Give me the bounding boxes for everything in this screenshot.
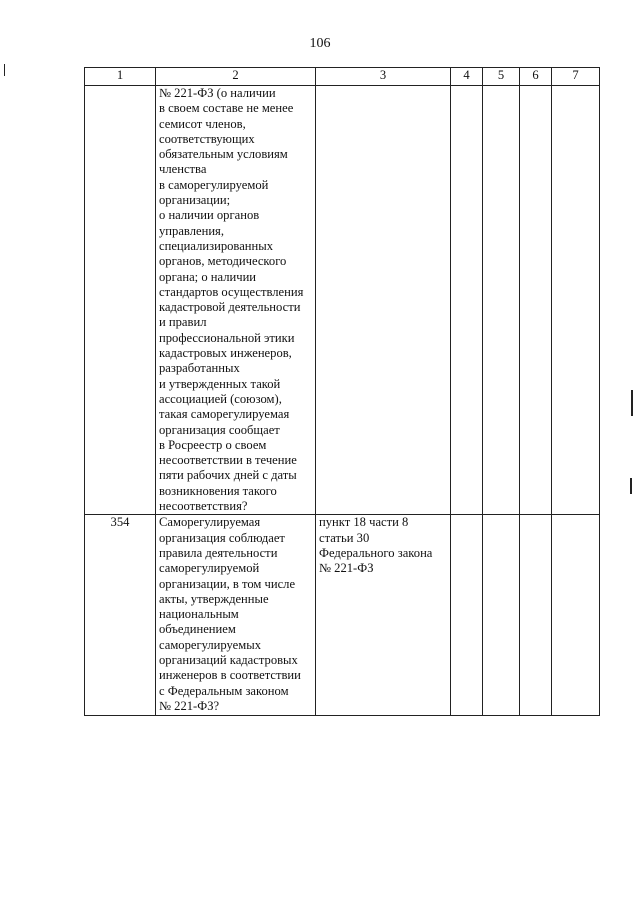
header-col-4: 4 (451, 68, 483, 86)
question-text: Саморегулируемая организация соблюдает правила деятельности саморегулируемой организации, в том числе акты, утвержденные национальным объединением саморегулируемых организаций кадастровых инженеров в соответствии с Федеральным законом № 221-ФЗ? (156, 515, 316, 716)
header-col-6: 6 (520, 68, 552, 86)
answer-cell-5 (483, 515, 520, 716)
margin-mark (4, 64, 5, 76)
header-col-7: 7 (552, 68, 600, 86)
answer-cell-6 (520, 86, 552, 515)
legal-reference: пункт 18 части 8 статьи 30 Федерального закона № 221-ФЗ (316, 515, 451, 716)
margin-mark (631, 390, 633, 416)
answer-cell-7 (552, 515, 600, 716)
page-number: 106 (309, 36, 331, 51)
question-text: № 221-ФЗ (о наличии в своем составе не менее семисот членов, соответствующих обязательным условиям членства в саморегулируемой организации; о наличии органов управления, специализированных органов, методического органа; о наличии стандартов осуществления кадастровой деятельности и правил профессиональной этики кадастровых инженеров, разработанных и утвержденных такой ассоциацией (союзом), такая саморегулируемая организация сообщает в Росреестр о своем несоответствии в течение пяти рабочих дней с даты возникновения такого несоответствия? (156, 86, 316, 515)
answer-cell-4 (451, 515, 483, 716)
header-col-1: 1 (85, 68, 156, 86)
header-col-5: 5 (483, 68, 520, 86)
table-row (85, 515, 600, 716)
legal-reference (316, 86, 451, 515)
requirements-table (84, 67, 600, 716)
header-col-2: 2 (156, 68, 316, 86)
answer-cell-4 (451, 86, 483, 515)
row-number (85, 86, 156, 515)
answer-cell-6 (520, 515, 552, 716)
row-number: 354 (85, 515, 156, 716)
header-row (85, 68, 600, 86)
header-col-3: 3 (316, 68, 451, 86)
margin-mark (630, 478, 632, 494)
answer-cell-5 (483, 86, 520, 515)
answer-cell-7 (552, 86, 600, 515)
table-row (85, 86, 600, 515)
